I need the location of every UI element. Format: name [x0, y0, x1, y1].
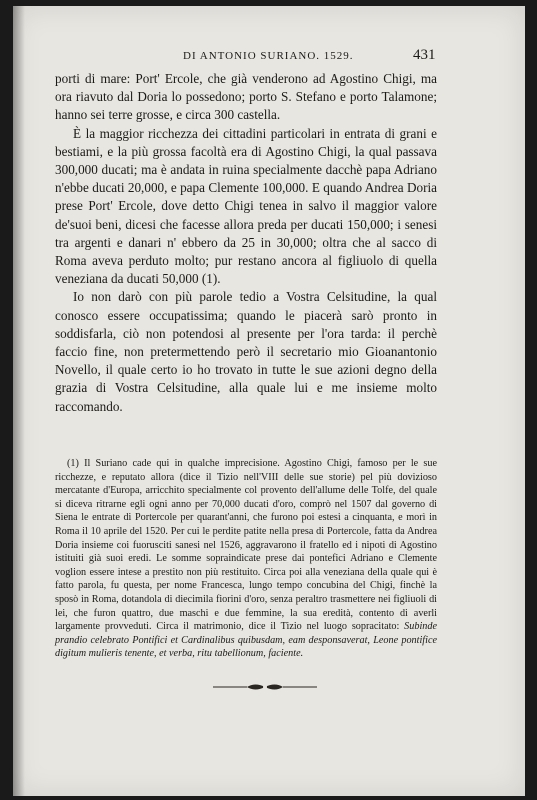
paragraph-3: Io non darò con più parole tedio a Vostra Celsitudine, la qual conosco essere occupatissima; quando le piacerà sarò pronto in soddisfarla, ciò non potendosi al presente per l'ora tarda: il perchè faccio fine, non pretermettendo però il secretario mio Gioanantonio Novello, il quale certo io ho trovato in tutte le sue azioni degno della grazia di Vostra Celsitudine, alla quale lui e me insieme molto raccomando.	[55, 289, 437, 414]
footnote-1-latin-quote: Subinde prandio celebrato Pontifici et Cardinalibus quibusdam, eam desponsaverat, Leone pontifice digitum mulieris tenente, et verba, ritu tabellionum, faciente.	[55, 621, 437, 660]
paragraph-2: È la maggior ricchezza dei cittadini particolari in entrata di grani e bestiami, e la più grossa facoltà era di Agostino Chigi, la qual passava 300,000 ducati; ma è andata in ruina specialmente dacchè papa Adriano n'ebbe ducati 20,000, e papa Clemente 100,000. E quando Andrea Doria prese Port' Ercole, dove detto Chigi tenea in salvo il maggior valore de'suoi beni, dicesi che facesse allora preda per ducati 150,000; i senesi tra argenti e danari n' ebbero da 25 in 30,000; oltra che al sacco di Roma aveva perduto molto; pur restano ancora al figliuolo di quella veneziana da ducati 50,000 (1).	[55, 125, 437, 287]
footnote-1-text: (1) Il Suriano cade qui in qualche imprecisione. Agostino Chigi, famoso per le sue ricchezze, e reputato allora (dice il Tizio nell'VIII delle sue storie) pel più dovizioso mercatante d'Europa, arricchito specialmente col provento dell'allume delle Tolfe, del quale si diceva ritrarne egli ogni anno per 70,000 ducati d'oro, comprò nel 1507 dal governo di Siena le entrate di Portercole per quarant'anni, che furono poi estesi a cinquanta, e morì in Roma il 10 aprile del 1520. Per cui le perdite patite nella presa di Portercole, fatta da Andrea Doria insieme coi fuorusciti sanesi nel 1526, aggravarono il fratello ed i nipoti di Agostino istituiti già suoi eredi. Le somme sopraindicate prese dai pontefici Adriano e Clemente voglion essere intese a prestito non più restituito. Circa poi alla veneziana della quale qui è fatto parola, fu questa, per nome Francesca, lungo tempo concubina del Chigi, finchè la sposò in Roma, dotandola di diecimila fiorini d'oro, senza peraltro trasmettere nei figliuoli di lei, che furon quattro, due maschi e due femmine, la sua eredità, contento di averli largamente provveduti. Circa il matrimonio, dice il Tizio nel luogo sopracitato:	[55, 458, 437, 633]
footnote-1	[55, 457, 437, 661]
page-number: 431	[413, 47, 436, 63]
book-page	[13, 6, 525, 796]
paragraph-1: porti di mare: Port' Ercole, che già venderono ad Agostino Chigi, ma ora riavuto dal Doria lo possedono; porto S. Stefano e porto Talamone; hanno sei terre grosse, e circa 300 castella.	[55, 71, 437, 123]
page-spine-shadow	[13, 6, 25, 796]
running-title: DI ANTONIO SURIANO. 1529.	[183, 50, 354, 62]
decorative-rule-ornament-icon	[213, 682, 317, 692]
main-text	[55, 70, 437, 416]
footnote-section	[55, 457, 437, 661]
page-header	[43, 46, 453, 68]
